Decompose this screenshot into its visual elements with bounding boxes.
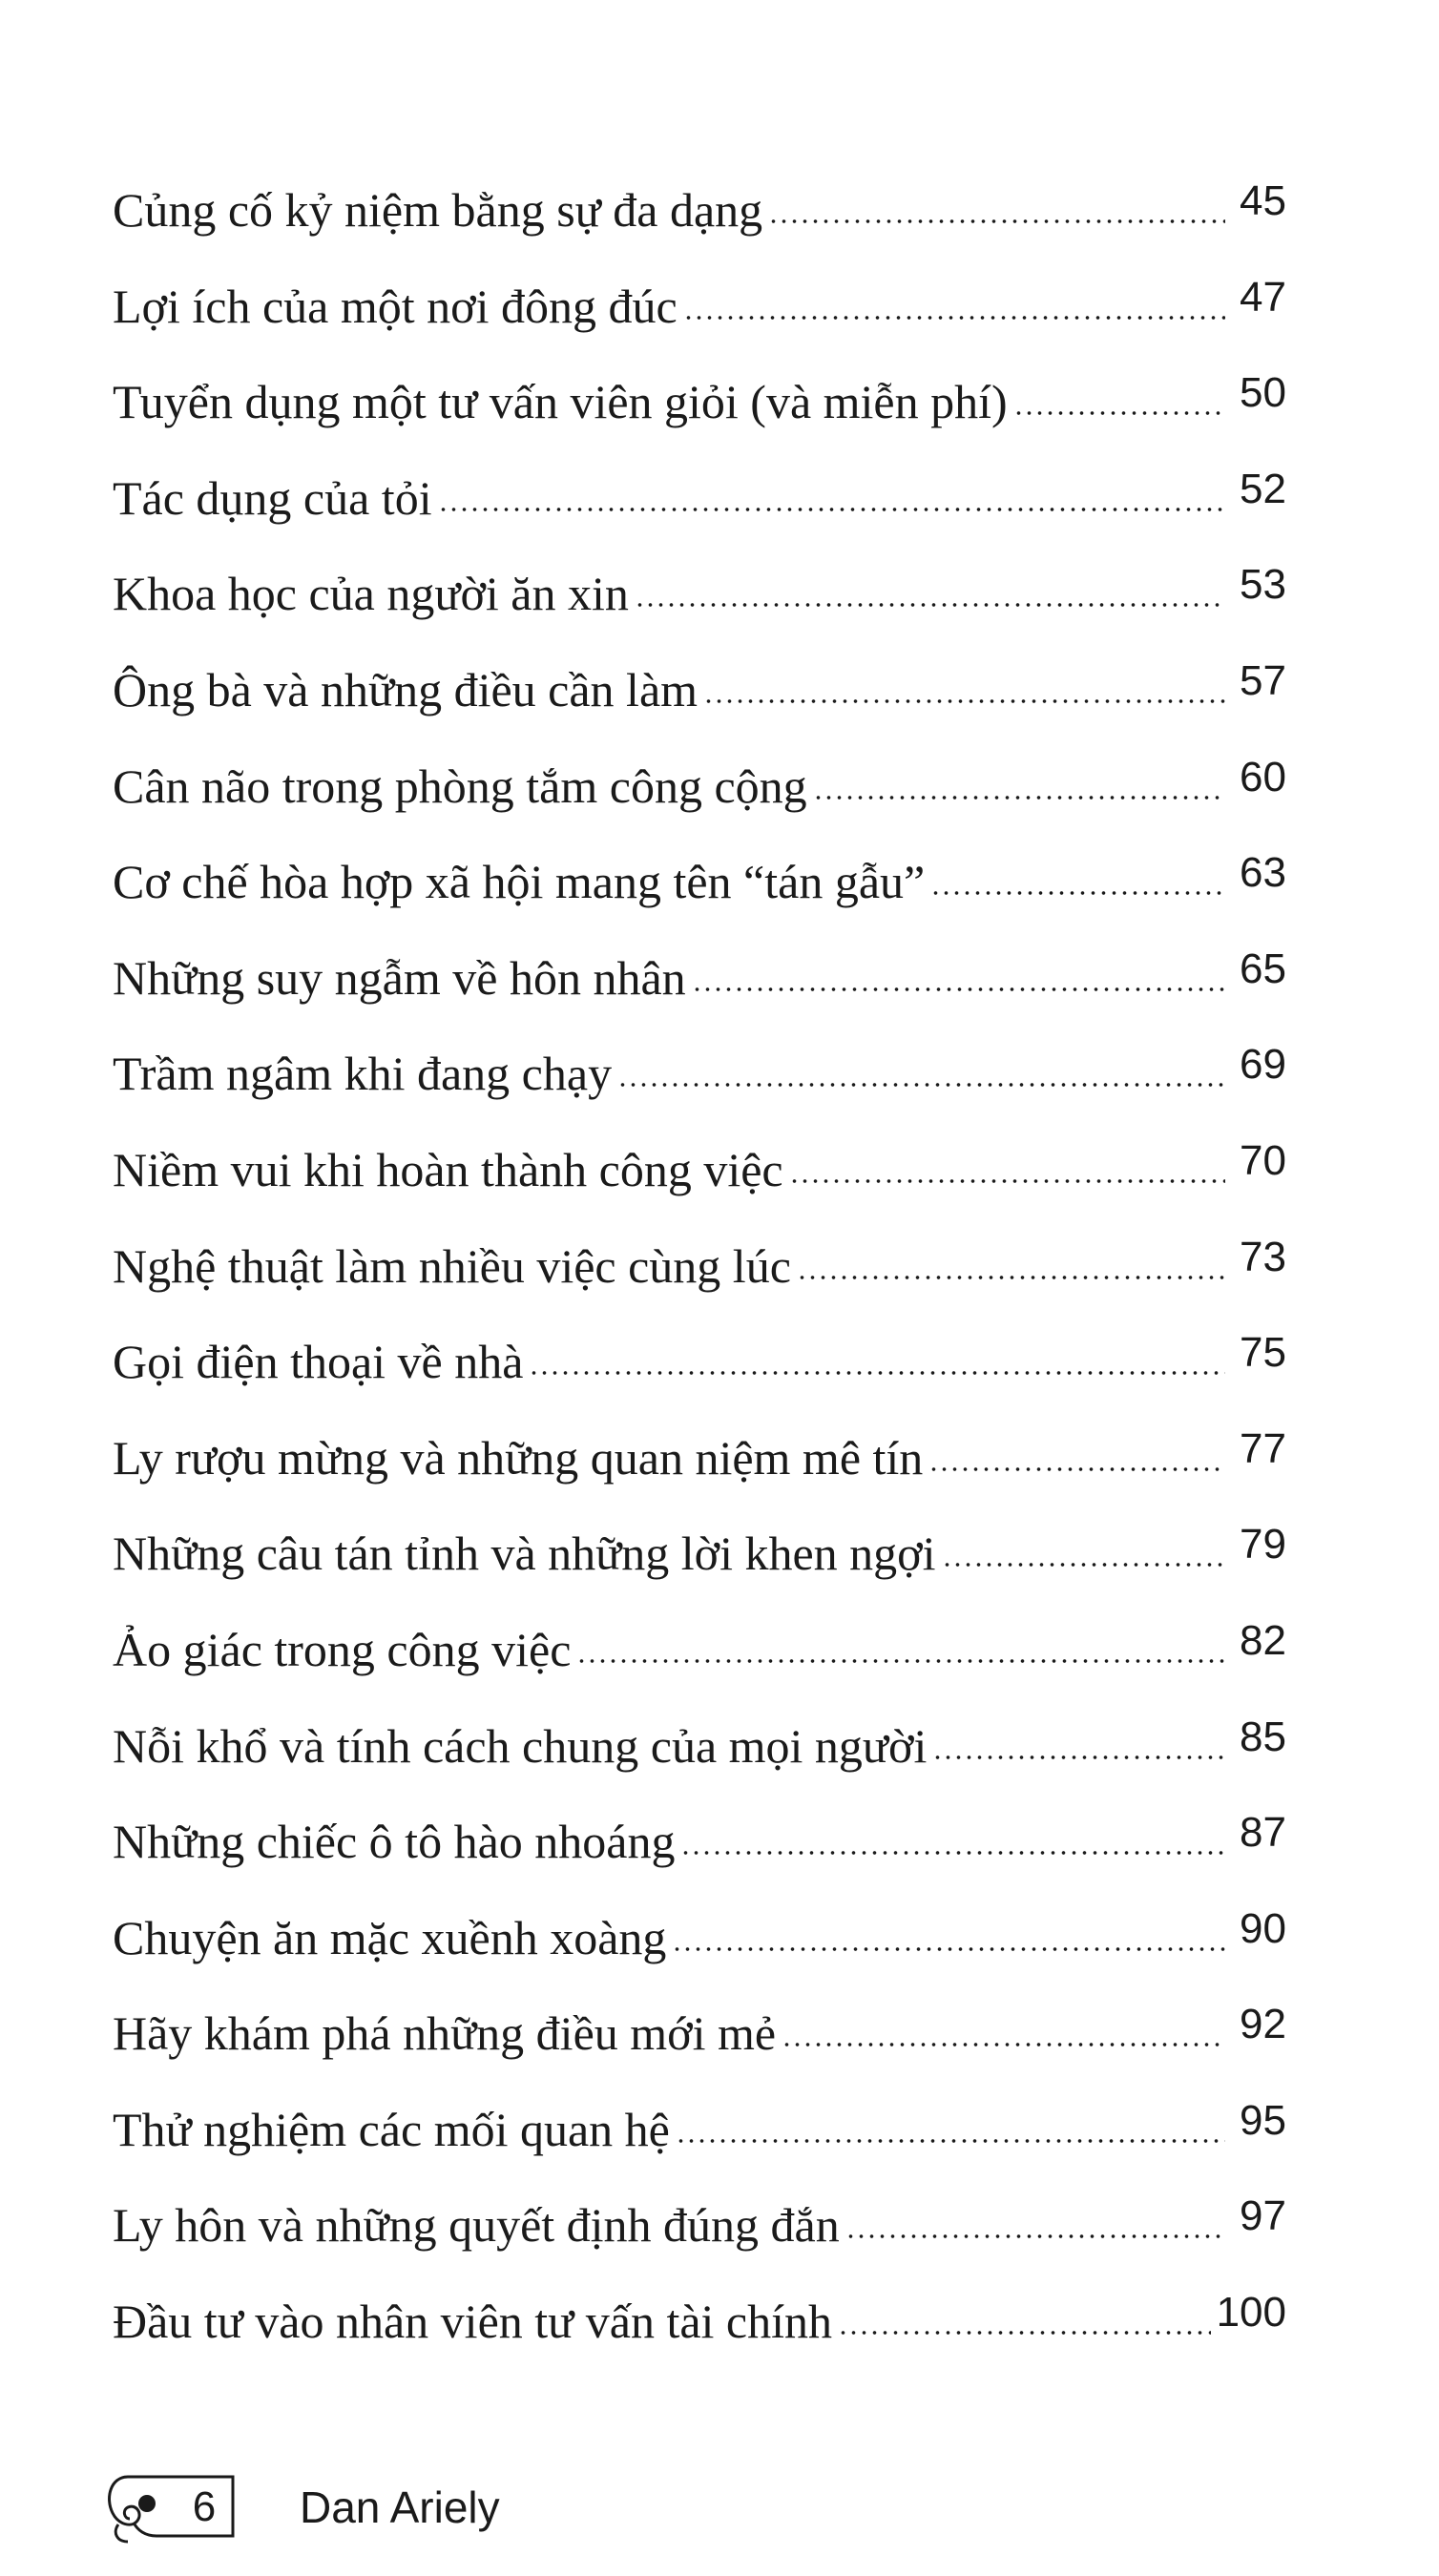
dot-leader (928, 1466, 1225, 1472)
toc-entry-page-number: 70 (1240, 1136, 1286, 1184)
toc-entry (113, 1506, 1286, 1602)
toc-entry-page-number: 65 (1240, 945, 1286, 992)
toc-entry (113, 930, 1286, 1027)
dot-leader (672, 1946, 1225, 1952)
toc-entry-title: Đầu tư vào nhân viên tư vấn tài chính (113, 2295, 833, 2349)
toc-entry-page-number: 57 (1240, 656, 1286, 704)
toc-entry (113, 450, 1286, 547)
toc-entry (113, 1602, 1286, 1698)
dot-leader (635, 602, 1225, 608)
dot-leader (845, 2233, 1225, 2239)
toc-entry-page-number: 63 (1240, 849, 1286, 897)
dot-leader (438, 507, 1225, 512)
toc-entry (113, 1698, 1286, 1795)
dot-leader (813, 795, 1225, 800)
toc-entry (113, 1794, 1286, 1890)
page-number: 6 (192, 2483, 217, 2530)
dot-leader (797, 1275, 1225, 1280)
toc-entry-page-number: 82 (1240, 1616, 1286, 1664)
toc-entry-title: Củng cố kỷ niệm bằng sự đa dạng (113, 183, 763, 237)
toc-entry-title: Ảo giác trong công việc (113, 1622, 572, 1676)
toc-entry-page-number: 95 (1240, 2096, 1286, 2144)
toc-entry-page-number: 52 (1240, 465, 1286, 512)
dot-leader (838, 2330, 1211, 2336)
toc-entry (113, 1985, 1286, 2082)
toc-entry-title: Nỗi khổ và tính cách chung của mọi người (113, 1718, 928, 1773)
toc-entry-page-number: 69 (1240, 1041, 1286, 1089)
toc-entry-page-number: 97 (1240, 2192, 1286, 2240)
toc-entry-page-number: 50 (1240, 369, 1286, 417)
toc-entry-page-number: 60 (1240, 753, 1286, 800)
toc-entry-page-number: 79 (1240, 1521, 1286, 1568)
toc-entry-title: Trầm ngâm khi đang chạy (113, 1047, 613, 1101)
toc-entry (113, 2274, 1286, 2370)
toc-entry-title: Lợi ích của một nơi đông đúc (113, 279, 678, 333)
dot-leader (789, 1178, 1225, 1184)
toc-entry-title: Những chiếc ô tô hào nhoáng (113, 1815, 676, 1869)
toc-entry-title: Nghệ thuật làm nhiều việc cùng lúc (113, 1238, 791, 1293)
dot-leader (683, 315, 1225, 321)
toc-entry-title: Chuyện ăn mặc xuềnh xoàng (113, 1910, 667, 1964)
dot-leader (1013, 410, 1225, 416)
dot-leader (680, 1850, 1225, 1856)
toc-entry-page-number: 53 (1240, 561, 1286, 609)
toc-entry-page-number: 75 (1240, 1329, 1286, 1377)
author-name: Dan Ariely (300, 2483, 500, 2532)
dot-leader (930, 890, 1225, 896)
toc-entry-page-number: 47 (1240, 273, 1286, 321)
toc-entry-title: Cơ chế hòa hợp xã hội mang tên “tán gẫu” (113, 855, 926, 909)
toc-entry-title: Hãy khám phá những điều mới mẻ (113, 2006, 777, 2061)
toc-entry-page-number: 87 (1240, 1809, 1286, 1857)
toc-entry (113, 1314, 1286, 1410)
toc-entry (113, 1122, 1286, 1218)
toc-entry-title: Niềm vui khi hoàn thành công việc (113, 1142, 783, 1196)
toc-entry (113, 642, 1286, 738)
toc-entry-page-number: 85 (1240, 1713, 1286, 1760)
toc-entry-title: Thử nghiệm các mối quan hệ (113, 2102, 670, 2156)
toc-entry-page-number: 77 (1240, 1424, 1286, 1472)
toc-entry-title: Tuyển dụng một tư vấn viên giỏi (và miễn phí) (113, 375, 1008, 429)
dot-leader (782, 2042, 1225, 2047)
dot-leader (617, 1082, 1225, 1088)
toc-entry-title: Ông bà và những điều cần làm (113, 662, 699, 717)
dot-leader (703, 698, 1225, 704)
table-of-contents (113, 162, 1286, 2370)
toc-entry-title: Cân não trong phòng tắm công cộng (113, 758, 807, 813)
toc-entry-title: Những câu tán tỉnh và những lời khen ngợi (113, 1527, 936, 1581)
page-footer (99, 2469, 500, 2545)
dot-leader (529, 1370, 1225, 1376)
dot-leader (768, 218, 1225, 224)
toc-entry-title: Gọi điện thoại về nhà (113, 1335, 524, 1389)
dot-leader (942, 1562, 1226, 1568)
toc-entry-title: Khoa học của người ăn xin (113, 567, 629, 621)
toc-entry-title: Ly hôn và những quyết định đúng đắn (113, 2198, 840, 2253)
toc-entry (113, 2177, 1286, 2274)
toc-entry (113, 1218, 1286, 1315)
dot-leader (676, 2138, 1225, 2144)
toc-entry (113, 2082, 1286, 2178)
toc-entry (113, 354, 1286, 450)
toc-entry (113, 834, 1286, 930)
toc-entry (113, 546, 1286, 642)
toc-entry-page-number: 73 (1240, 1233, 1286, 1280)
toc-entry (113, 162, 1286, 259)
toc-entry-page-number: 45 (1240, 177, 1286, 224)
toc-entry-page-number: 92 (1240, 2001, 1286, 2048)
toc-entry-title: Ly rượu mừng và những quan niệm mê tín (113, 1430, 924, 1485)
toc-entry-title: Tác dụng của tỏi (113, 470, 432, 525)
toc-entry (113, 259, 1286, 355)
toc-entry (113, 1890, 1286, 1986)
dot-leader (692, 987, 1225, 992)
dot-leader (932, 1755, 1225, 1760)
toc-entry-page-number: 90 (1240, 1904, 1286, 1952)
dot-leader (576, 1658, 1225, 1664)
toc-entry-page-number: 100 (1216, 2289, 1286, 2337)
scroll-ornament-icon (99, 2469, 242, 2545)
toc-entry (113, 1410, 1286, 1506)
toc-entry (113, 738, 1286, 835)
toc-entry (113, 1026, 1286, 1122)
toc-entry-title: Những suy ngẫm về hôn nhân (113, 950, 686, 1005)
